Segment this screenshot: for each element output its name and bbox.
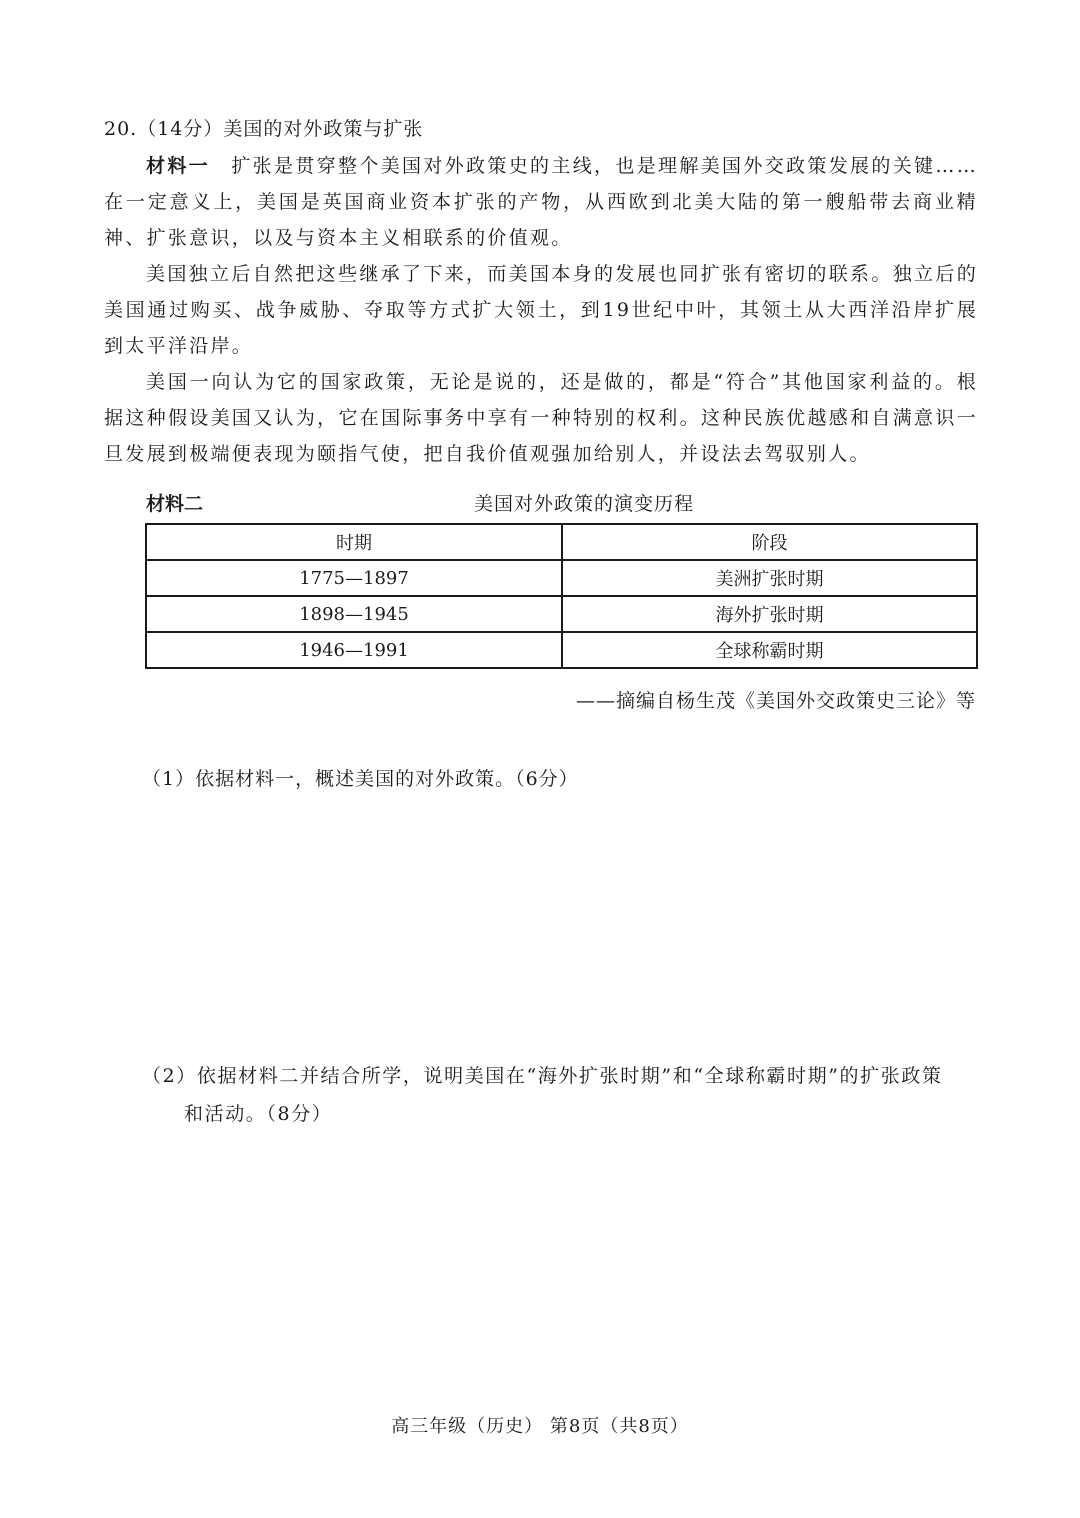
table-row	[146, 596, 977, 632]
subquestion-2	[142, 1057, 978, 1133]
policy-evolution-table	[145, 523, 978, 669]
table-header-row	[146, 524, 977, 560]
material1-paragraph-2: 美国独立后自然把这些继承了下来，而美国本身的发展也同扩张有密切的联系。独立后的美国通过购买、战争威胁、夺取等方式扩大领土，到19世纪中叶，其领土从大西洋沿岸扩展到太平洋沿岸。	[104, 263, 978, 357]
table-row	[146, 632, 977, 668]
cell-stage: 海外扩张时期	[562, 596, 977, 632]
subquestion-2-line-1: （2）依据材料二并结合所学，说明美国在“海外扩张时期”和“全球称霸时期”的扩张政策	[142, 1065, 943, 1087]
header-period: 时期	[146, 524, 562, 560]
subquestion-1: （1）依据材料一，概述美国的对外政策。（6分）	[142, 768, 579, 790]
question-title: 20.（14分）美国的对外政策与扩张	[104, 118, 424, 140]
material1-paragraph-3: 美国一向认为它的国家政策，无论是说的，还是做的，都是“符合”其他国家利益的。根据这种假设美国又认为，它在国际事务中享有一种特别的权利。这种民族优越感和自满意识一旦发展到极端便表现为颐指气使，把自我价值观强加给别人，并设法去驾驭别人。	[104, 371, 978, 465]
subquestion-2-line-2: 和活动。（8分）	[184, 1103, 333, 1125]
material2-label: 材料二	[146, 493, 204, 515]
table-row	[146, 560, 977, 596]
material1-paragraph-1	[104, 148, 978, 256]
cell-period: 1775—1897	[146, 560, 562, 596]
cell-stage: 全球称霸时期	[562, 632, 977, 668]
page-footer: 高三年级（历史） 第8页（共8页）	[391, 1416, 689, 1437]
cell-period: 1898—1945	[146, 596, 562, 632]
material1-label: 材料一	[146, 155, 211, 177]
header-stage: 阶段	[562, 524, 977, 560]
material1-paragraph-1-text: 扩张是贯穿整个美国对外政策史的主线，也是理解美国外交政策发展的关键……在一定意义上，美国是英国商业资本扩张的产物，从西欧到北美大陆的第一艘船带去商业精神、扩张意识，以及与资本主义相联系的价值观。	[104, 155, 978, 249]
cell-period: 1946—1991	[146, 632, 562, 668]
table-source: ——摘编自杨生茂《美国外交政策史三论》等	[575, 690, 976, 712]
table-title: 美国对外政策的演变历程	[474, 493, 695, 515]
cell-stage: 美洲扩张时期	[562, 560, 977, 596]
